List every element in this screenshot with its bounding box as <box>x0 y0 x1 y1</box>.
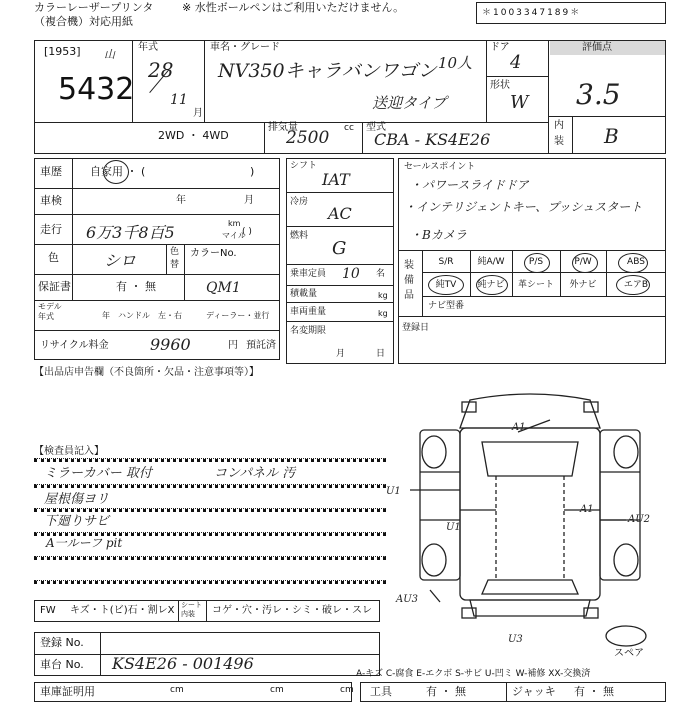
model-year-handle: ハンドル 左・右 <box>118 311 182 320</box>
load-label: 積載量 <box>290 289 318 299</box>
history-value: 自家用 ・ ( <box>90 165 146 178</box>
displacement-label: 排気量 <box>268 122 298 133</box>
model-value: CBA - KS4E26 <box>374 130 491 149</box>
fuel-label: 燃料 <box>290 231 309 241</box>
capacity-label: 乗車定員 <box>290 269 327 279</box>
interior-label2: 装 <box>554 136 564 147</box>
car-diagram <box>400 380 660 650</box>
spare-label: スペア <box>614 648 644 659</box>
expiry-month: 月 <box>336 349 346 359</box>
color-swap-label2: 替 <box>170 260 180 270</box>
seat-items: コゲ・穴・汚レ・シミ・破レ・スレ <box>212 605 372 616</box>
vehicle-seats: 10人 <box>438 54 473 72</box>
displacement-value: 2500 <box>286 128 330 148</box>
recycle-unit: 円 <box>228 340 238 351</box>
equip-navi: 純ナビ <box>477 280 505 290</box>
chassis-label: 車台 No. <box>40 658 84 671</box>
tools-options: 有 ・ 無 <box>426 685 466 698</box>
weight-label: 車両重量 <box>290 307 327 317</box>
lot-suffix: 山 <box>104 48 115 61</box>
load-unit: kg <box>378 291 388 300</box>
certificate-cm2: cm <box>270 685 284 695</box>
year-value: 28 <box>148 58 174 82</box>
evaluation-value: 3.5 <box>576 78 621 111</box>
certificate-label: 車庫証明用 <box>40 685 95 698</box>
inspector-note-3: 下廻りサビ <box>44 514 110 529</box>
vehicle-name: NV350キャラバンワゴン <box>218 60 437 82</box>
shift-label: シフト <box>290 161 318 171</box>
fuel-value: G <box>332 238 347 259</box>
damage-mark-u3: U3 <box>508 634 523 645</box>
capacity-unit: 名 <box>376 269 386 279</box>
jack-options: 有 ・ 無 <box>574 685 614 698</box>
model-year-dealer: ディーラー・並行 <box>206 311 270 320</box>
capacity-value: 10 <box>342 266 360 282</box>
year-label: 年式 <box>138 42 158 53</box>
inspection-label: 車検 <box>40 194 62 207</box>
mileage-unit-km: km <box>228 219 241 228</box>
serial-number: ＊1003347189＊ <box>482 8 582 18</box>
evaluation-label: 評価点 <box>582 42 612 53</box>
chassis-value: KS4E26 - 001496 <box>112 654 254 673</box>
color-label: 色 <box>48 251 59 264</box>
registration-label: 登録 No. <box>40 636 84 649</box>
expiry-label: 名変期限 <box>290 326 327 336</box>
ac-label: 冷房 <box>290 197 309 207</box>
sales-point-2: ・インテリジェントキー、プッシュスタート <box>404 200 643 214</box>
mileage-paren: ( ) <box>242 227 252 237</box>
ac-value: AC <box>328 204 352 223</box>
color-code-value: QM1 <box>206 280 241 296</box>
recycle-deposited: 預託済 <box>246 340 276 351</box>
reg-date-label: 登録日 <box>402 323 430 333</box>
door-value: 4 <box>510 52 522 73</box>
color-swap-label1: 色 <box>170 247 180 257</box>
sales-point-1: ・パワースライドドア <box>410 178 529 192</box>
inspection-month: 月 <box>244 195 254 206</box>
certificate-cm1: cm <box>170 685 184 695</box>
history-label: 車歴 <box>40 165 62 178</box>
inspector-note-right: コンパネル 汚 <box>214 466 296 481</box>
year-month: 11 <box>170 92 188 108</box>
pen-warning: ※ 水性ボールペンはご利用いただけません。 <box>182 1 405 14</box>
equip-sr: S/R <box>438 257 454 267</box>
inspector-note-2: 屋根傷ヨリ <box>44 492 110 507</box>
drive-label: 2WD ・ 4WD <box>158 129 229 142</box>
equip-ext-navi: 外ナビ <box>569 280 597 290</box>
lot-number: 5432 <box>58 72 135 107</box>
warranty-options: 有 ・ 無 <box>116 280 156 293</box>
model-label: 型式 <box>366 122 386 133</box>
inspection-year: 年 <box>176 195 186 206</box>
jack-label: ジャッキ <box>512 685 556 698</box>
seat-label: シート内装 <box>181 601 202 618</box>
inspector-note-1: ミラーカバー 取付 <box>44 466 152 481</box>
model-year-label1: モデル <box>38 302 62 311</box>
sales-point-3: ・Bカメラ <box>410 228 467 242</box>
displacement-unit: cc <box>344 123 354 133</box>
recycle-value: 9960 <box>150 335 191 354</box>
navi-type-label: ナビ型番 <box>428 301 465 311</box>
mileage-unit-mile: マイル <box>222 231 246 240</box>
fw-items: キズ・ト(ビ)石・割レX <box>70 605 175 616</box>
inspector-notes-label: 【検査員記入】 <box>34 446 104 457</box>
equip-alloy: 純A/W <box>477 257 505 267</box>
equip-leather: 革シート <box>517 280 554 290</box>
warranty-label: 保証書 <box>38 280 71 293</box>
equip-ps: P/S <box>528 257 544 267</box>
damage-mark-u1-left: U1 <box>386 486 401 497</box>
weight-unit: kg <box>378 309 388 318</box>
equip-pw: P/W <box>574 257 592 267</box>
tools-label: 工具 <box>370 685 392 698</box>
equip-abs: ABS <box>627 257 645 267</box>
history-close: ) <box>250 165 255 178</box>
damage-legend: A-キズ C-腐食 E-エクボ S-サビ U-凹ミ W-補修 XX-交換済 <box>356 669 591 679</box>
door-label: ドア <box>490 42 510 53</box>
damage-mark-a1-right: A1 <box>580 504 594 515</box>
certificate-cm3: cm <box>340 685 354 695</box>
printer-line1: カラーレーザープリンタ <box>34 1 154 14</box>
sales-points-label: セールスポイント <box>404 162 476 172</box>
shape-label: 形状 <box>490 80 510 91</box>
color-code-label: カラーNo. <box>190 248 237 259</box>
fw-label: FW <box>40 605 56 616</box>
equipment-label: 装備品 <box>404 260 414 301</box>
recycle-label: リサイクル料金 <box>40 340 109 351</box>
inspector-note-4: A一ルーフ pit <box>46 536 123 550</box>
printer-line2: （複合機）対応用紙 <box>34 15 133 28</box>
model-year-year: 年 <box>102 311 110 320</box>
shift-value: IAT <box>322 170 350 189</box>
equip-tv: 純TV <box>435 280 457 290</box>
color-value: シロ <box>104 251 137 270</box>
year-month-suffix: 月 <box>193 108 203 119</box>
interior-value: B <box>604 124 619 148</box>
mileage-value: 6万3千8百5 <box>86 223 175 242</box>
interior-label1: 内 <box>554 120 564 131</box>
seller-notes-label: 【出品店申告欄（不良箇所・欠品・注意事項等）】 <box>34 367 259 378</box>
equip-airbag: エアB <box>623 280 649 290</box>
damage-mark-u1-center: U1 <box>446 522 461 533</box>
history-circle <box>103 160 129 184</box>
model-year-label2: 年式 <box>38 312 54 321</box>
vehicle-name-label: 車名・グレード <box>210 42 280 53</box>
mileage-label: 走行 <box>40 223 62 236</box>
damage-mark-au2: AU2 <box>628 514 651 525</box>
expiry-day: 日 <box>376 349 386 359</box>
damage-mark-a1-top: A1 <box>512 422 526 433</box>
damage-mark-au3: AU3 <box>396 594 419 605</box>
shape-value: W <box>510 92 529 113</box>
vehicle-grade: 送迎タイプ <box>372 94 447 112</box>
lot-code: [1953] <box>44 45 81 58</box>
